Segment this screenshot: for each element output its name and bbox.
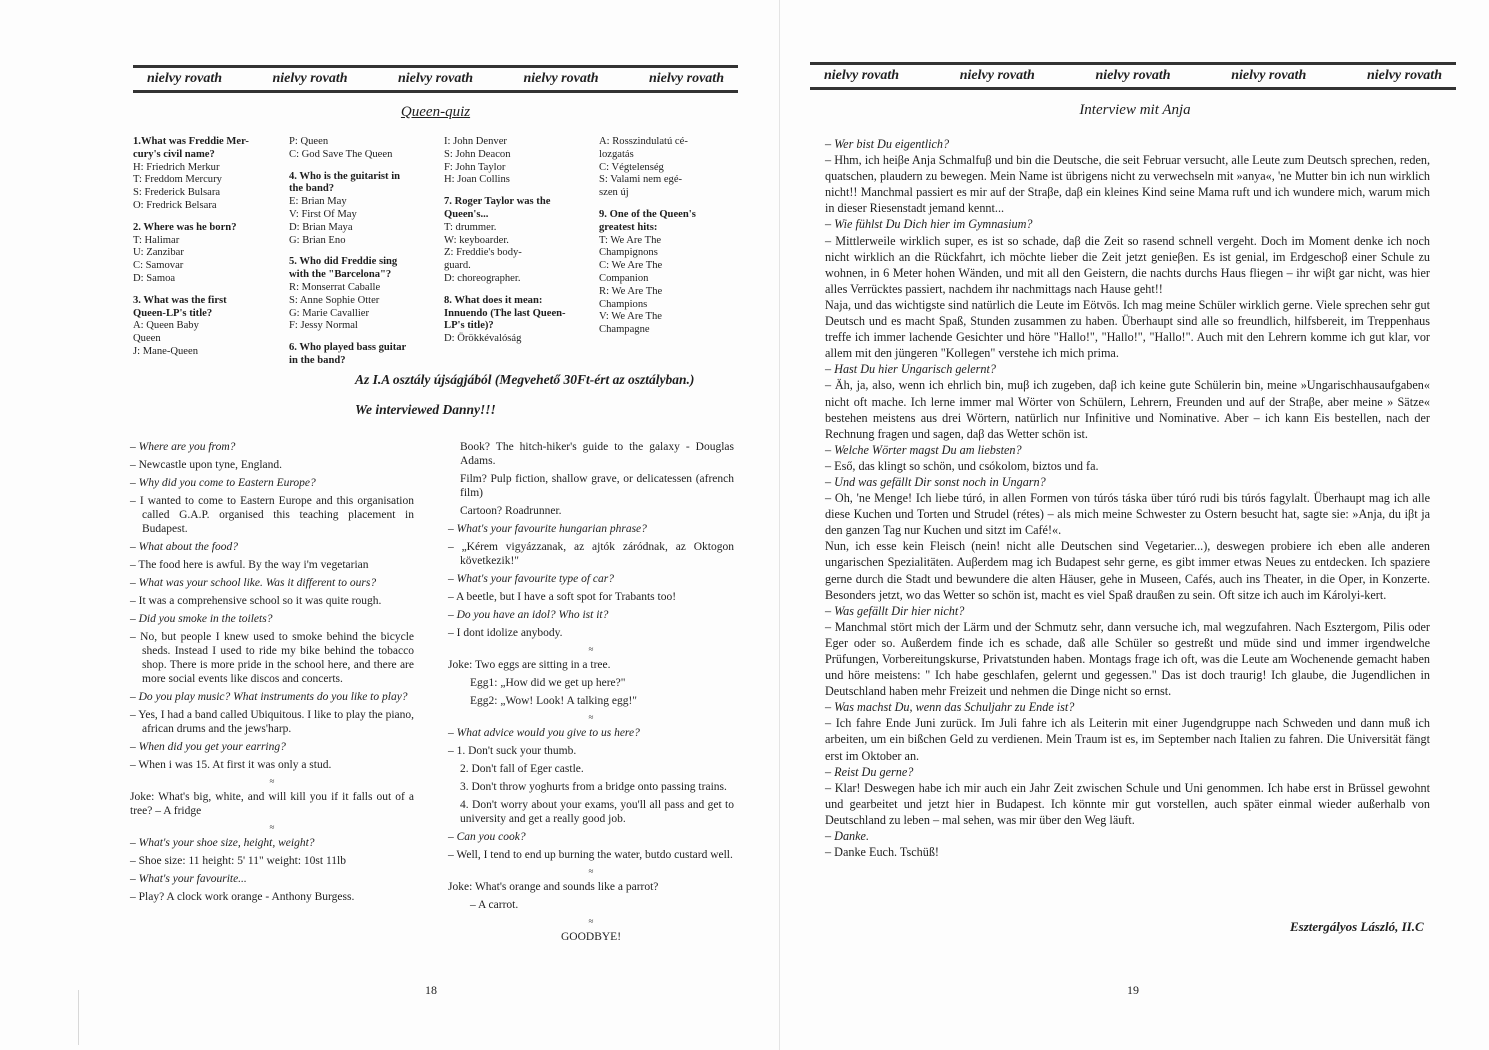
quiz-answer-option: U: Zanzibar bbox=[133, 247, 184, 259]
interview-answer: 2. Don't fall of Eger castle. bbox=[460, 763, 584, 775]
quiz-question: 8. What does it mean: Innuendo (The last Queen- LP's title)? bbox=[444, 294, 566, 332]
quiz-answer-option: V: First Of May bbox=[289, 208, 357, 220]
right-page bbox=[780, 0, 1489, 1050]
interview-title: Interview mit Anja bbox=[1079, 102, 1191, 118]
interview-answer: – Ich fahre Ende Juni zurück. Im Juli fahre ich als Leiterin mit einer Jugendgruppe nach Schweden und dann muß ich arbeiten, um ein bißchen Geld zu verdienen. Mein Traum ist es, im September nach Italien zu fahren. Die Universität fängt erst im Oktober an. bbox=[825, 716, 1430, 763]
quiz-question: 7. Roger Taylor was the Queen's... bbox=[444, 196, 551, 220]
joke-line: – A carrot. bbox=[470, 899, 519, 911]
quiz-answer-option: H: Friedrich Merkur bbox=[133, 161, 220, 173]
quiz-answer-option: F: Jessy Normal bbox=[289, 320, 358, 332]
interview-question: – Und was gefällt Dir sonst noch in Ungarn? bbox=[825, 474, 1046, 489]
quiz-answer-option: T: Halimar bbox=[133, 234, 180, 246]
quiz-answer-option: A: Queen Baby Queen bbox=[133, 320, 199, 345]
interview-answer: – Äh, ja, also, wenn ich ehrlich bin, muβ ich zugeben, daβ ich keine gute Schülerin bin, meine »Ungarischhausaufgaben« nicht oft mache. Ich lerne immer mal Wörter von Schülern, Lehrern, Freunden und auf der Straβe, aber meine » Sätze« bestehen meistens aus drei Wörtern, natürlich nur Infinitive und Nominative. Aber – ich kann Eis bestellen, nach der Rechnung fragen und sagen, daβ das Wetter schön ist. bbox=[825, 378, 1430, 441]
quiz-answer-option: R: Monserrat Caballe bbox=[289, 281, 381, 293]
quiz-question: 4. Who is the guitarist in the band? bbox=[289, 170, 401, 195]
interview-question: – Welche Wörter magst Du am liebsten? bbox=[825, 442, 1022, 457]
header-label: nielvy rovath bbox=[523, 71, 599, 86]
interview-answer: – Oh, 'ne Menge! Ich liebe túró, in allen Formen von túrós táska über túró rudi bis túrós fagylalt. Überhaupt mag ich alle diese Kuchen und Torten und Strudel (rétes) – als mich meine Schwester zu Ostern besucht hat, sagte sie: »Anja, du iβt ja den ganzen Tag nur Kuchen und sitzt im Café!«. bbox=[825, 491, 1430, 538]
quiz-answer-option: S: Frederick Bulsara bbox=[133, 187, 221, 199]
section-header bbox=[133, 65, 738, 93]
quiz-answer-option: W: keyboarder. bbox=[444, 234, 509, 246]
interview-question: – Do you have an idol? Who ist it? bbox=[448, 609, 609, 621]
interview-answer: – 1. Don't suck your thumb. bbox=[448, 745, 577, 757]
interview-answer: – Danke Euch. Tschüß! bbox=[825, 845, 939, 860]
spacer bbox=[444, 187, 589, 196]
header-label: nielvy rovath bbox=[147, 71, 223, 86]
quiz-column-1 bbox=[133, 136, 278, 359]
quiz-title: Queen-quiz bbox=[400, 104, 471, 120]
spacer bbox=[133, 213, 278, 222]
spacer bbox=[289, 247, 434, 256]
closing-text: GOODBYE! bbox=[560, 931, 622, 943]
spacer bbox=[289, 333, 434, 342]
quiz-answer-option: E: Brian May bbox=[289, 196, 347, 208]
quiz-answer-option: G: Marie Cavallier bbox=[289, 307, 370, 319]
interview-question: – Did you smoke in the toilets? bbox=[130, 613, 273, 625]
header-label: nielvy rovath bbox=[1366, 68, 1442, 83]
interview-question: – Where are you from? bbox=[130, 441, 236, 453]
interview-answer: Film? Pulp fiction, shallow grave, or delicatessen (afrench film) bbox=[460, 473, 734, 499]
quiz-question: 6. Who played bass guitar in the band? bbox=[289, 342, 407, 366]
interview-question: – Wer bist Du eigentlich? bbox=[825, 137, 950, 151]
joke-line: Egg2: „Wow! Look! A talking egg!" bbox=[470, 695, 637, 707]
page-number: 19 bbox=[1127, 983, 1139, 997]
interview-answer: – When i was 15. At first it was only a stud. bbox=[130, 759, 332, 771]
quiz-answer-option: D: Örökkévalóság bbox=[444, 333, 522, 345]
interview-question: – Was machst Du, wenn das Schuljahr zu Ende ist? bbox=[825, 700, 1075, 715]
interview-answer: – Play? A clock work orange - Anthony Burgess. bbox=[130, 891, 355, 903]
quiz-answer-option: C: Samovar bbox=[133, 260, 184, 272]
interview-answer: Nun, ich esse kein Fleisch (nein! nicht alle Deutschen sind Vegetarier...), deswegen probiere ich eben alle anderen ungarischen Spezialitäten. Auβerdem mag ich Budapest sehr gerne, es gibt immer etwas Neues zu entdecken. Ich spaziere gerne durch die Stadt und bewundere die alten Häuser, gehe in Museen, Cafés, auch ins Theater, in die Oper, in Konzerte. Besonders jetzt, wo das Wetter so schön ist, macht es viel Spaß draußen zu sein. Oft sitze ich auch im Károlyi-kert. bbox=[825, 539, 1430, 602]
interview-question: – Reist Du gerne? bbox=[825, 764, 914, 779]
interview-question: – What's your favourite type of car? bbox=[448, 573, 614, 585]
quiz-answer-option: H: Joan Collins bbox=[444, 174, 510, 186]
joke: Joke: What's orange and sounds like a parrot? bbox=[448, 881, 659, 893]
interview-question: – Do you play music? What instruments do you like to play? bbox=[130, 691, 408, 703]
source-line: Az I.A osztály újságjából (Megvehető 30Ft-ért az osztályban.) bbox=[355, 372, 695, 387]
anja-interview-body bbox=[825, 136, 1430, 860]
quiz-answer-option: O: Fredrick Belsara bbox=[133, 199, 217, 211]
interview-question: – What's your favourite hungarian phrase? bbox=[448, 523, 647, 535]
header-label: nielvy rovath bbox=[1231, 68, 1307, 83]
interview-question: – Can you cook? bbox=[448, 831, 526, 843]
interview-column-2 bbox=[448, 440, 734, 948]
section-header bbox=[810, 62, 1456, 90]
joke: Joke: What's big, white, and will kill you if it falls out of a tree? – A fridge bbox=[130, 791, 414, 817]
interview-answer: Book? The hitch-hiker's guide to the galaxy - Douglas Adams. bbox=[460, 441, 734, 467]
quiz-answer-option: S: Anne Sophie Otter bbox=[289, 294, 380, 306]
header-label: nielvy rovath bbox=[824, 68, 900, 83]
interview-question: – What about the food? bbox=[130, 541, 238, 553]
interview-answer: Naja, und das wichtigste sind natürlich die Leute im Eötvös. Ich mag meine Schüler wirklich gerne. Viele sprechen sehr gut Deutsch und es macht Spaß, Stunden zusammen zu haben. Überhaupt sind alle so freundlich, hilfsbereit, im Treppenhaus treffe ich immer lachende Gesichter und höre "Hallo!", "Hallo!", "Hallo!". Auch mit den Lehrern komme ich gut klar, vor allem mit den jüngeren "Kollegen" verstehe ich mich prima. bbox=[825, 297, 1430, 361]
quiz-answer-option: D: choreographer. bbox=[444, 272, 521, 284]
quiz-question: 2. Where was he born? bbox=[133, 221, 237, 233]
quiz-column-4 bbox=[599, 136, 744, 337]
interview-question: – Danke. bbox=[825, 829, 869, 844]
interview-answer: – Manchmal stört mich der Lärm und der Schmutz sehr, dann versuche ich, mal wegzufahren. Nach Esztergom, Pilis oder Eger oder so. Außerdem finde ich es schade, daß alle Schüler so gestreßt und müde sind und immer irgendwelche Prüfungen, Vorbereitungskurse, Privatstunden haben. Montags frage ich oft, was die Leute am Wochenende gemacht haben und höre meistens: " Ich habe geschlafen, gelernt und gegessen." Das ist doch traurig! Ich glaube, die Jugendlichen in Deutschland haben mehr Freizeit und nehmen die Dinge nicht so ernst. bbox=[825, 619, 1430, 699]
quiz-answer-option: S: John Deacon bbox=[444, 148, 511, 160]
quiz-answer-option: T: We Are The Champignons bbox=[599, 234, 662, 259]
header-label: nielvy rovath bbox=[272, 71, 348, 86]
interview-answer: – I dont idolize anybody. bbox=[448, 627, 563, 639]
joke: Joke: Two eggs are sitting in a tree. bbox=[448, 659, 611, 671]
header-label: nielvy rovath bbox=[648, 71, 724, 86]
interview-question: – Was gefällt Dir hier nicht? bbox=[825, 603, 965, 618]
interview-answer: – Yes, I had a band called Ubiquitous. I like to play the piano, african drums and the jews'harp. bbox=[130, 709, 414, 735]
quiz-answer-option: P: Queen bbox=[289, 136, 329, 147]
separator-icon: ≈ bbox=[588, 712, 594, 722]
joke-line: Egg1: „How did we get up here?" bbox=[470, 677, 626, 689]
interview-title: We interviewed Danny!!! bbox=[355, 402, 496, 417]
quiz-answer-option: J: Mane-Queen bbox=[133, 345, 199, 357]
interview-answer: – The food here is awful. By the way i'm vegetarian bbox=[130, 559, 369, 571]
interview-answer: – Well, I tend to end up burning the water, butdo custard well. bbox=[448, 849, 733, 861]
interview-answer: – No, but people I knew used to smoke behind the bicycle sheds. Instead I used to ride my bike behind the tobacco shop. There is more pride in the school here, and there are more social events like discos and concerts. bbox=[130, 631, 414, 685]
quiz-answer-option: C: Végtelenség bbox=[599, 161, 664, 173]
quiz-answer-option: A: Rosszindulatú cé- lozgatás bbox=[599, 136, 688, 160]
interview-answer: – It was a comprehensive school so it was quite rough. bbox=[130, 595, 382, 607]
margin-line bbox=[78, 990, 79, 1045]
quiz-answer-option: F: John Taylor bbox=[444, 161, 506, 173]
spacer bbox=[444, 286, 589, 295]
quiz-answer-option: S: Valami nem egé- szen új bbox=[599, 174, 683, 199]
interview-question: – Wie fühlst Du Dich hier im Gymnasium? bbox=[825, 217, 1033, 232]
interview-answer: – Mittlerweile wirklich super, es ist so schade, daβ die Zeit so rasend schnell vergeht. Doch im Moment denke ich noch nicht wirklich an die Rückfahrt, ich möchte lieber die Zeit jetzt genieβen. Es ist genial, im Erdgeschoβ einer Schule zu wohnen, in 6 Meter hohen Wänden, und mit all den Geistern, die nachts durchs Haus fliegen – ihr wiβt gar nicht, was hier alles Verrücktes passiert, nachdem ihr nachmittags nach Hause geht!! bbox=[825, 233, 1430, 296]
quiz-column-2 bbox=[289, 136, 434, 368]
spacer bbox=[133, 286, 278, 295]
interview-answer: – I wanted to come to Eastern Europe and this organisation called G.A.P. organised this teaching placement in Budapest. bbox=[130, 495, 414, 535]
quiz-question: 3. What was the first Queen-LP's title? bbox=[133, 294, 227, 319]
quiz-answer-option: D: Brian Maya bbox=[289, 221, 353, 233]
interview-answer: – A beetle, but I have a soft spot for Trabants too! bbox=[448, 591, 677, 603]
interview-answer: – „Kérem vigyázzanak, az ajtók záródnak, az Oktogon következik!" bbox=[448, 541, 734, 567]
author-signature: Esztergályos László, II.C bbox=[1290, 919, 1424, 934]
header-label: nielvy rovath bbox=[959, 68, 1035, 83]
interview-question: – What was your school like. Was it different to ours? bbox=[130, 577, 377, 589]
quiz-answer-option: V: We Are The Champagne bbox=[599, 311, 662, 336]
interview-answer: – Shoe size: 11 height: 5' 11" weight: 10st 11lb bbox=[130, 855, 346, 867]
spacer bbox=[289, 162, 434, 171]
quiz-question: 5. Who did Freddie sing with the "Barcelona"? bbox=[289, 256, 398, 281]
interview-question: – Hast Du hier Ungarisch gelernt? bbox=[825, 362, 996, 377]
interview-answer: – Klar! Deswegen habe ich mir auch ein Jahr Zeit zwischen Schule und Uni genommen. Ich habe erst in Brüssel gewohnt und gearbeitet und jetzt hier in Budapest. Ich könnte mir gut vorstellen, auch später einmal wieder außerhalb von Deutschland zu leben – mal sehen, was mir über den Weg läuft. bbox=[825, 780, 1430, 827]
interview-column-1 bbox=[130, 440, 414, 908]
interview-answer: – Newcastle upon tyne, England. bbox=[130, 459, 283, 471]
separator-icon: ≈ bbox=[588, 916, 594, 926]
interview-question: – What's your favourite... bbox=[130, 873, 247, 885]
interview-question: – Why did you come to Eastern Europe? bbox=[130, 477, 316, 489]
interview-question: – What's your shoe size, height, weight? bbox=[130, 837, 315, 849]
quiz-answer-option: I: John Denver bbox=[444, 136, 507, 147]
quiz-column-3 bbox=[444, 136, 589, 346]
quiz-answer-option: T: Freddom Mercury bbox=[133, 174, 222, 186]
interview-answer: – Hhm, ich heiβe Anja Schmalfuβ und bin die Deutsche, die seit Februar versucht, alle Leute zum Deutsch sprechen, reden, quatschen, plaudern zu bewegen. Mein Name ist übrigens nicht zu verwechseln mit »anya«, 'ne Mutter bin ich nun wirklich nicht!! Manchmal passiert es mir auf der Straβe, daβ ein kleines Kind seine Mama ruft und ich wundere mich, warum mich in dieser Riesenstadt jemand kennt... bbox=[825, 153, 1430, 216]
quiz-answer-option: D: Samoa bbox=[133, 272, 176, 284]
quiz-answer-option: T: drummer. bbox=[444, 221, 497, 233]
page-number: 18 bbox=[425, 983, 437, 997]
interview-answer: 3. Don't throw yoghurts from a bridge onto passing trains. bbox=[460, 781, 727, 793]
interview-question: – When did you get your earring? bbox=[130, 741, 286, 753]
interview-answer: – Eső, das klingt so schön, und csókolom, biztos und fa. bbox=[825, 458, 1099, 473]
interview-answer: Cartoon? Roadrunner. bbox=[460, 505, 562, 517]
quiz-answer-option: C: God Save The Queen bbox=[289, 148, 393, 160]
separator-icon: ≈ bbox=[588, 644, 594, 654]
separator-icon: ≈ bbox=[269, 822, 275, 832]
separator-icon: ≈ bbox=[269, 776, 275, 786]
quiz-answer-option: Z: Freddie's body- guard. bbox=[444, 247, 522, 272]
quiz-answer-option: R: We Are The Champions bbox=[599, 285, 663, 310]
header-label: nielvy rovath bbox=[397, 71, 474, 86]
quiz-question: 9. One of the Queen's greatest hits: bbox=[599, 208, 696, 233]
quiz-question: 1.What was Freddie Mer- cury's civil name? bbox=[133, 136, 249, 160]
quiz-answer-option: C: We Are The Companion bbox=[599, 260, 663, 284]
interview-question: – What advice would you give to us here? bbox=[448, 727, 640, 739]
spacer bbox=[599, 200, 744, 209]
interview-answer: 4. Don't worry about your exams, you'll all pass and get to university and get a really good job. bbox=[460, 799, 734, 825]
header-label: nielvy rovath bbox=[1095, 68, 1171, 83]
quiz-answer-option: G: Brian Eno bbox=[289, 234, 346, 246]
separator-icon: ≈ bbox=[588, 866, 594, 876]
